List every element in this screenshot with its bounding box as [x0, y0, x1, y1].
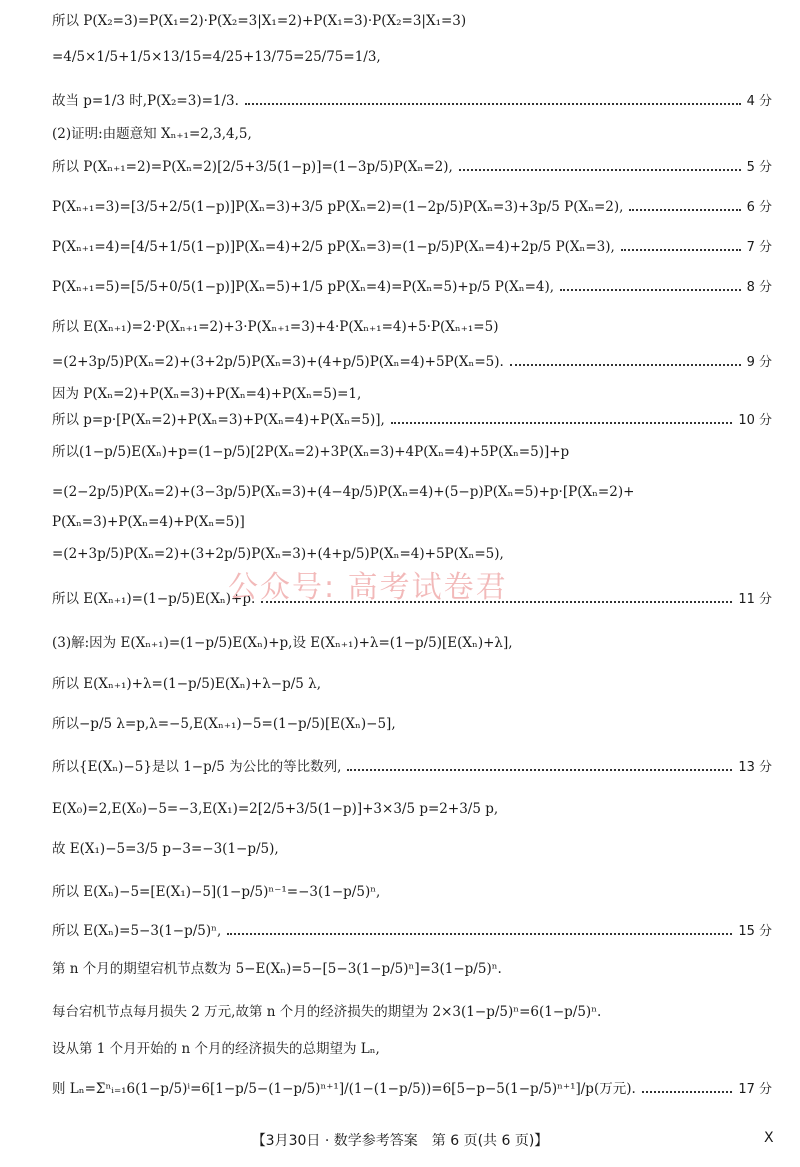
score-mark: 11 分 [738, 592, 772, 607]
solution-line [52, 12, 772, 30]
solution-line [52, 411, 772, 430]
solution-line-text: 所以(1−p/5)E(Xₙ)+p=(1−p/5)[2P(Xₙ=2)+3P(Xₙ=3)+4P(Xₙ=4)+5P(Xₙ=5)]+p [52, 444, 570, 460]
solution-line [52, 353, 772, 372]
score-mark: 5 分 [746, 160, 772, 175]
solution-line-text: 所以 E(Xₙ)−5=[E(X₁)−5](1−p/5)ⁿ⁻¹=−3(1−p/5)ⁿ, [52, 884, 381, 900]
solution-line [52, 92, 772, 111]
solution-line [52, 840, 772, 858]
leader-dots [560, 289, 741, 291]
score-mark: 17 分 [738, 1082, 772, 1097]
solution-line-text: 故当 p=1/3 时,P(X₂=3)=1/3. [52, 93, 239, 109]
solution-line-text: =(2−2p/5)P(Xₙ=2)+(3−3p/5)P(Xₙ=3)+(4−4p/5)P(Xₙ=4)+(5−p)P(Xₙ=5)+p·[P(Xₙ=2)+ [52, 484, 635, 500]
score-mark: 9 分 [746, 355, 772, 370]
solution-line-text: =(2+3p/5)P(Xₙ=2)+(3+2p/5)P(Xₙ=3)+(4+p/5)P(Xₙ=4)+5P(Xₙ=5), [52, 546, 504, 562]
solution-line-text: =4/5×1/5+1/5×13/15=4/25+13/75=25/75=1/3, [52, 49, 381, 65]
solution-line [52, 385, 772, 403]
solution-line [52, 238, 772, 257]
solution-line-text: P(Xₙ₊₁=4)=[4/5+1/5(1−p)]P(Xₙ=4)+2/5 pP(Xₙ=3)=(1−p/5)P(Xₙ=4)+2p/5 P(Xₙ=3), [52, 239, 615, 255]
solution-line-text: P(Xₙ₊₁=5)=[5/5+0/5(1−p)]P(Xₙ=5)+1/5 pP(Xₙ=4)=P(Xₙ=5)+p/5 P(Xₙ=4), [52, 279, 555, 295]
solution-line-text: (2)证明:由题意知 Xₙ₊₁=2,3,4,5, [52, 126, 252, 142]
solution-line [52, 318, 772, 336]
solution-line [52, 634, 772, 652]
solution-line-text: 所以 P(Xₙ₊₁=2)=P(Xₙ=2)[2/5+3/5(1−p)]=(1−3p/5)P(Xₙ=2), [52, 159, 453, 175]
solution-line [52, 715, 772, 733]
score-mark: 6 分 [746, 200, 772, 215]
solution-line [52, 1080, 772, 1099]
leader-dots [245, 103, 741, 105]
solution-line-text: 所以{E(Xₙ)−5}是以 1−p/5 为公比的等比数列, [52, 759, 342, 775]
solution-line [52, 158, 772, 177]
page-footer: 【3月30日 · 数学参考答案 第 6 页(共 6 页)】 [251, 1133, 549, 1149]
solution-line-text: =(2+3p/5)P(Xₙ=2)+(3+2p/5)P(Xₙ=3)+(4+p/5)P(Xₙ=4)+5P(Xₙ=5). [52, 354, 504, 370]
solution-line-text: 所以 E(Xₙ₊₁)+λ=(1−p/5)E(Xₙ)+λ−p/5 λ, [52, 676, 321, 692]
solution-line-text: (3)解:因为 E(Xₙ₊₁)=(1−p/5)E(Xₙ)+p,设 E(Xₙ₊₁)+λ=(1−p/5)[E(Xₙ)+λ], [52, 635, 513, 651]
solution-line [52, 960, 772, 978]
solution-line [52, 1003, 772, 1021]
solution-line [52, 1040, 772, 1058]
leader-dots [621, 249, 741, 251]
leader-dots [459, 169, 741, 171]
score-mark: 10 分 [738, 413, 772, 428]
solution-line-text: 所以 p=p·[P(Xₙ=2)+P(Xₙ=3)+P(Xₙ=4)+P(Xₙ=5)], [52, 412, 385, 428]
solution-line [52, 922, 772, 941]
solution-line [52, 125, 772, 143]
score-mark: 13 分 [738, 760, 772, 775]
solution-line [52, 513, 772, 531]
solution-line-text: 故 E(X₁)−5=3/5 p−3=−3(1−p/5), [52, 841, 279, 857]
leader-dots [629, 209, 740, 211]
solution-line-text: 所以−p/5 λ=p,λ=−5,E(Xₙ₊₁)−5=(1−p/5)[E(Xₙ)−5], [52, 716, 396, 732]
solution-line-text: 所以 E(Xₙ₊₁)=2·P(Xₙ₊₁=2)+3·P(Xₙ₊₁=3)+4·P(Xₙ₊₁=4)+5·P(Xₙ₊₁=5) [52, 319, 499, 335]
solution-line [52, 483, 772, 501]
solution-line [52, 800, 772, 818]
solution-line-text: P(Xₙ=3)+P(Xₙ=4)+P(Xₙ=5)] [52, 514, 245, 530]
solution-line [52, 675, 772, 693]
solution-line [52, 758, 772, 777]
leader-dots [391, 422, 732, 424]
solution-line-text: E(X₀)=2,E(X₀)−5=−3,E(X₁)=2[2/5+3/5(1−p)]+3×3/5 p=2+3/5 p, [52, 801, 499, 817]
solution-line [52, 883, 772, 901]
solution-line [52, 278, 772, 297]
score-mark: 8 分 [746, 280, 772, 295]
solution-line-text: 所以 E(Xₙ)=5−3(1−p/5)ⁿ, [52, 923, 222, 939]
leader-dots [642, 1091, 733, 1093]
solution-line-text: 所以 E(Xₙ₊₁)=(1−p/5)E(Xₙ)+p. [52, 591, 256, 607]
leader-dots [510, 364, 741, 366]
solution-line [52, 545, 772, 563]
score-mark: 7 分 [746, 240, 772, 255]
score-mark: 4 分 [746, 94, 772, 109]
solution-line [52, 590, 772, 609]
solution-line-text: 设从第 1 个月开始的 n 个月的经济损失的总期望为 Lₙ, [52, 1041, 380, 1057]
solution-line-text: 每台宕机节点每月损失 2 万元,故第 n 个月的经济损失的期望为 2×3(1−p/5)ⁿ=6(1−p/5)ⁿ. [52, 1004, 602, 1020]
solution-line [52, 198, 772, 217]
watermark: 公众号: 高考试卷君 [228, 570, 508, 605]
solution-line-text: P(Xₙ₊₁=3)=[3/5+2/5(1−p)]P(Xₙ=3)+3/5 pP(Xₙ=2)=(1−2p/5)P(Xₙ=3)+3p/5 P(Xₙ=2), [52, 199, 624, 215]
leader-dots [347, 769, 732, 771]
score-mark: 15 分 [738, 924, 772, 939]
solution-line [52, 48, 772, 66]
solution-line-text: 因为 P(Xₙ=2)+P(Xₙ=3)+P(Xₙ=4)+P(Xₙ=5)=1, [52, 386, 362, 402]
solution-line-text: 所以 P(X₂=3)=P(X₁=2)·P(X₂=3|X₁=2)+P(X₁=3)·P(X₂=3|X₁=3) [52, 13, 467, 29]
leader-dots [227, 933, 732, 935]
solution-line-text: 则 Lₙ=Σⁿᵢ₌₁6(1−p/5)ⁱ=6[1−p/5−(1−p/5)ⁿ⁺¹]/(1−(1−p/5))=6[5−p−5(1−p/5)ⁿ⁺¹]/p(万元). [52, 1081, 636, 1097]
leader-dots [261, 601, 732, 603]
footer-mark: X [764, 1130, 774, 1146]
solution-line-text: 第 n 个月的期望宕机节点数为 5−E(Xₙ)=5−[5−3(1−p/5)ⁿ]=3(1−p/5)ⁿ. [52, 961, 502, 977]
solution-line [52, 443, 772, 461]
